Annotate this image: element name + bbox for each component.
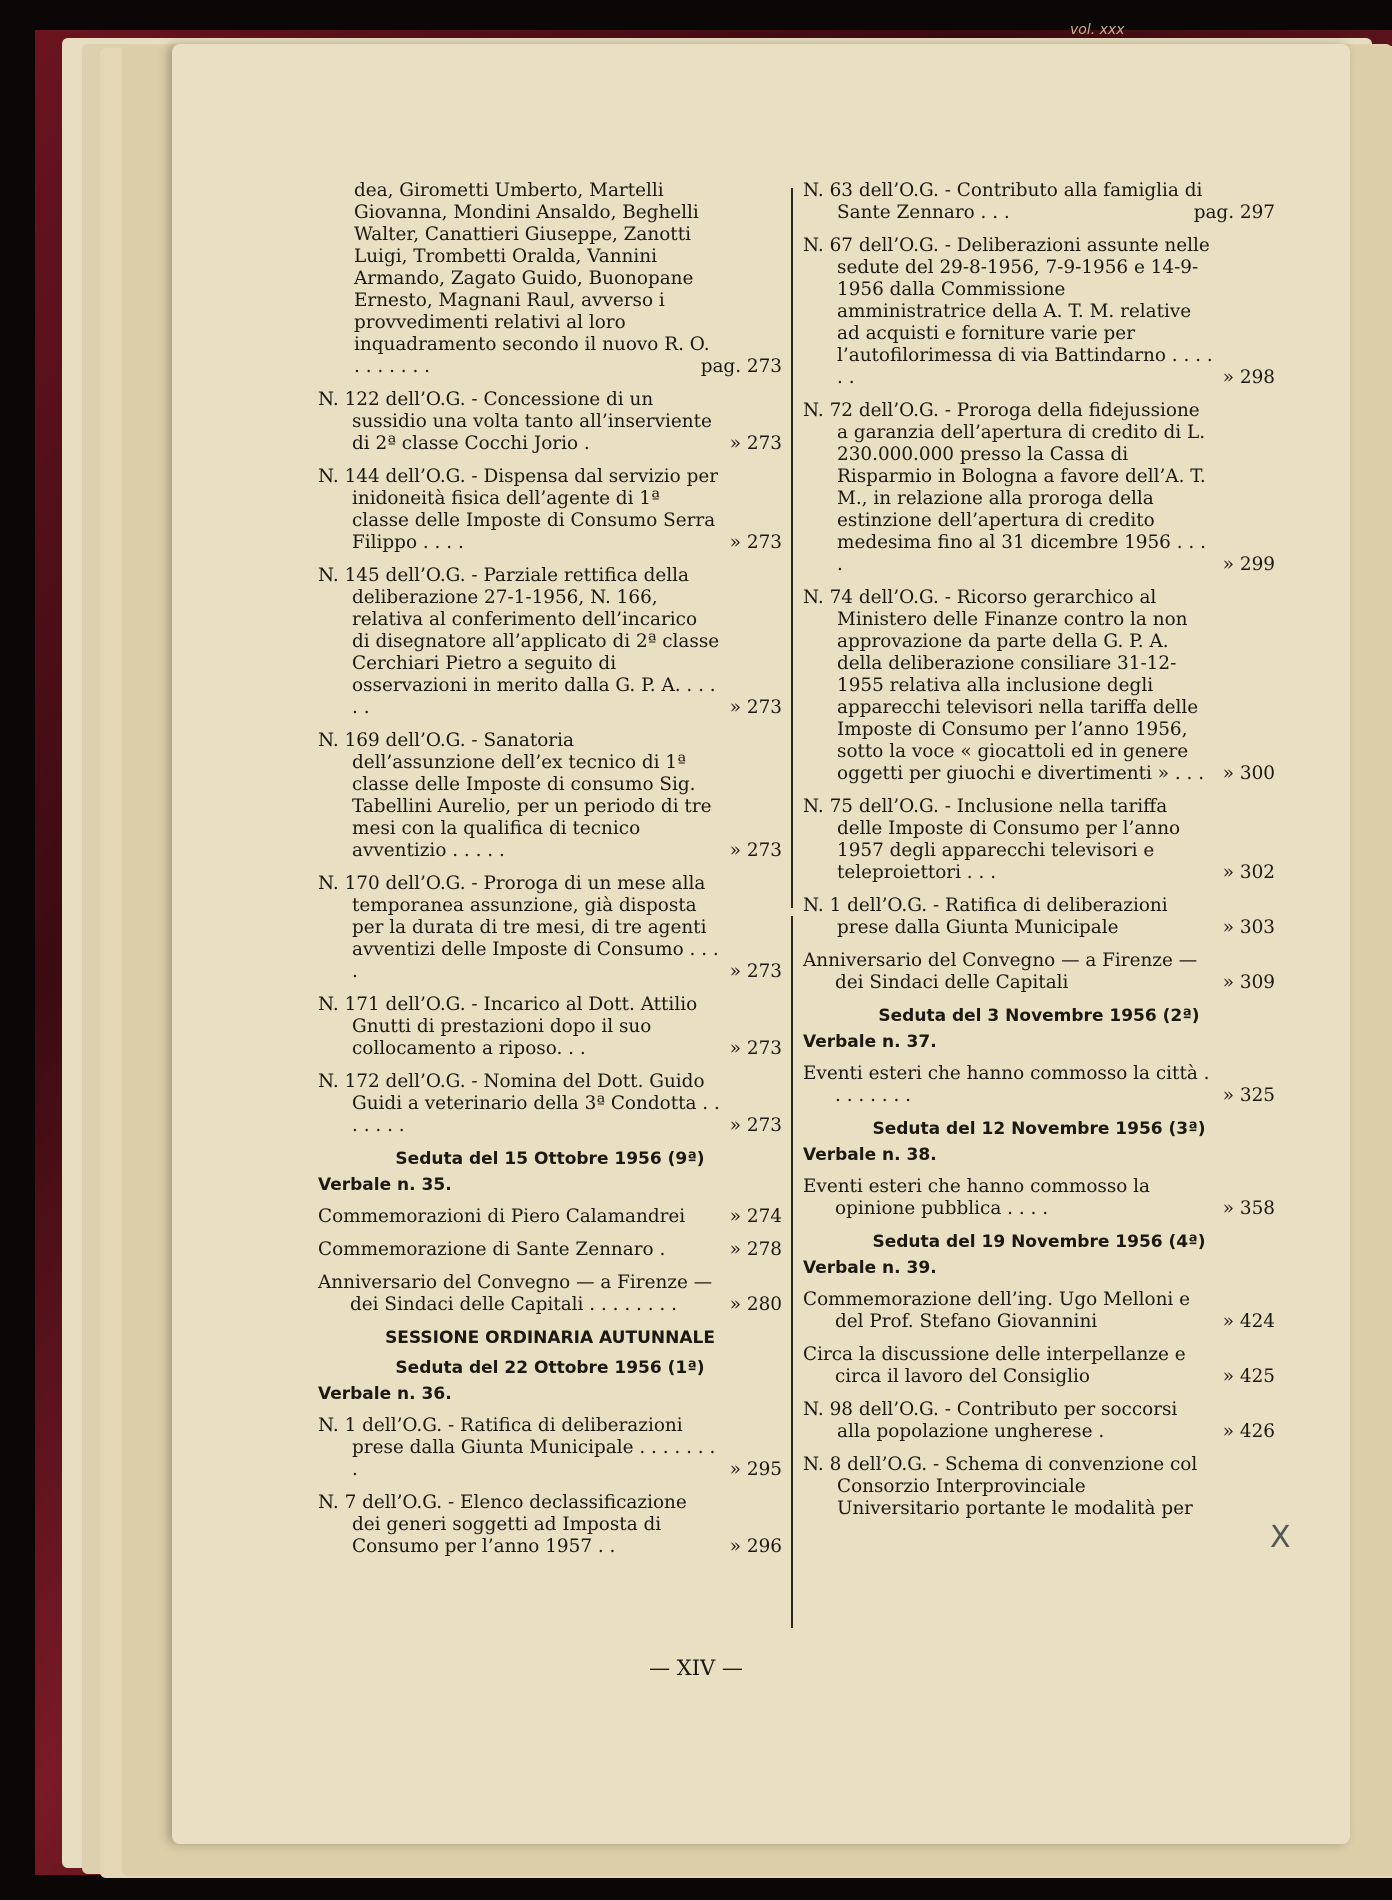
entry-page-ref: » 274 [729, 1206, 782, 1227]
entry-page-ref: » 325 [1222, 1085, 1275, 1106]
entry-page-ref: » 273 [729, 697, 782, 718]
index-entry [803, 180, 1275, 224]
index-entry [318, 730, 782, 862]
entry-page-ref: » 303 [1222, 917, 1275, 938]
entry-page-ref: » 273 [729, 840, 782, 861]
entry-text: N. 67 dell’O.G. - Deliberazioni assunte nelle sedute del 29-8-1956, 7-9-1956 e 14-9-1956 dalla Commissione amministratrice della A. T. M. relative ad acquisti e forniture varie per l’autofilorimessa di via Battindarno . . . . . . [803, 235, 1213, 388]
index-entry [803, 895, 1275, 939]
index-entry [318, 1415, 782, 1481]
entry-text: N. 169 dell’O.G. - Sanatoria dell’assunzione dell’ex tecnico di 1ª classe delle Imposte di consumo Sig. Tabellini Aurelio, per un periodo di tre mesi con la qualifica di tecnico avventizio . . . . . [318, 730, 712, 861]
session-heading: Seduta del 12 Novembre 1956 (3ª) [872, 1119, 1206, 1139]
entry-page-ref: pag. 297 [1193, 202, 1275, 223]
entry-page-ref: » 425 [1222, 1366, 1275, 1387]
verbale-heading: Verbale n. 36. [318, 1384, 452, 1404]
index-entry [803, 796, 1275, 884]
corner-handwriting: vol. xxx [1070, 22, 1125, 38]
session-heading: Seduta del 15 Ottobre 1956 (9ª) [395, 1149, 705, 1169]
entry-text: N. 144 dell’O.G. - Dispensa dal servizio per inidoneità fisica dell’agente di 1ª classe delle Imposte di Consumo Serra Filippo . . . . [318, 466, 719, 553]
entry-text: Commemorazione dell’ing. Ugo Melloni e del Prof. Stefano Giovannini [803, 1289, 1191, 1332]
entry-text: N. 171 dell’O.G. - Incarico al Dott. Attilio Gnutti di prestazioni dopo il suo collocamento a riposo. . . [318, 994, 698, 1059]
index-entry [318, 466, 782, 554]
index-entry [318, 994, 782, 1060]
entry-page-ref: » 280 [729, 1294, 782, 1315]
verbale-heading: Verbale n. 39. [803, 1258, 937, 1278]
entry-page-ref: » 299 [1222, 554, 1275, 575]
verbale-heading: Verbale n. 37. [803, 1032, 937, 1052]
entry-page-ref: » 298 [1222, 367, 1275, 388]
entry-page-ref: » 426 [1222, 1421, 1275, 1442]
entry-page-ref: » 302 [1222, 862, 1275, 883]
index-entry [803, 235, 1275, 389]
index-entry [803, 400, 1275, 576]
entry-text: N. 122 dell’O.G. - Concessione di un sussidio una volta tanto all’inserviente di 2ª classe Cocchi Jorio . [318, 389, 712, 454]
entry-page-ref: » 273 [729, 433, 782, 454]
index-entry [803, 1344, 1275, 1388]
index-entry [803, 1399, 1275, 1443]
entry-text: N. 63 dell’O.G. - Contributo alla famiglia di Sante Zennaro . . . [803, 180, 1203, 223]
index-entry [318, 873, 782, 983]
entry-text: N. 172 dell’O.G. - Nomina del Dott. Guido Guidi a veterinario della 3ª Condotta . . . . . . . [318, 1071, 720, 1136]
entry-text: Circa la discussione delle interpellanze e circa il lavoro del Consiglio [803, 1344, 1186, 1387]
entry-text: Commemorazione di Sante Zennaro . [318, 1239, 666, 1260]
index-entry [318, 1071, 782, 1137]
index-entry [318, 1206, 782, 1228]
index-entry [803, 1176, 1275, 1220]
entry-text: dea, Girometti Umberto, Martelli Giovanna, Mondini Ansaldo, Beghelli Walter, Canattieri Giuseppe, Zanotti Luigi, Trombetti Oralda, Vannini Armando, Zagato Guido, Buonopane Ernesto, Magnani Raul, avverso i provvedimenti relativi al loro inquadramento secondo il nuovo R. O. . . . . . . . [354, 180, 710, 377]
entry-text: N. 75 dell’O.G. - Inclusione nella tariffa delle Imposte di Consumo per l’anno 1957 degli apparecchi televisori e teleproiettori . . . [803, 796, 1181, 883]
index-entry [803, 1289, 1275, 1333]
entry-page-ref: » 358 [1222, 1198, 1275, 1219]
session-heading: Seduta del 19 Novembre 1956 (4ª) [872, 1232, 1206, 1252]
entry-text: N. 72 dell’O.G. - Proroga della fidejussione a garanzia dell’apertura di credito di L. 230.000.000 presso la Cassa di Risparmio in Bologna a favore dell’A. T. M., in relazione alla proroga della estinzione dell’apertura di credito medesima fino al 31 dicembre 1956 . . . . [803, 400, 1206, 575]
entry-text: N. 145 dell’O.G. - Parziale rettifica della deliberazione 27-1-1956, N. 166, relativa al conferimento dell’incarico di disegnatore all’applicato di 2ª classe Cerchiari Pietro a seguito di osservazioni in merito dalla G. P. A. . . . . . [318, 565, 720, 718]
entry-page-ref: » 295 [729, 1459, 782, 1480]
entry-text: N. 8 dell’O.G. - Schema di convenzione col Consorzio Interprovinciale Universitario portante le modalità per [803, 1454, 1198, 1519]
entry-page-ref: » 300 [1222, 763, 1275, 784]
verbale-heading: Verbale n. 38. [803, 1145, 937, 1165]
index-entry [803, 1454, 1275, 1520]
index-entry [318, 1492, 782, 1558]
index-entry [318, 565, 782, 719]
entry-text: N. 74 dell’O.G. - Ricorso gerarchico al Ministero delle Finanze contro la non approvazione da parte della G. P. A. della deliberazione consiliare 31-12-1955 relativa alla inclusione degli apparecchi televisori nella tariffa delle Imposte di Consumo per l’anno 1956, sotto la voce « giocattoli ed in genere oggetti per giuochi e divertimenti » . . . [803, 587, 1205, 784]
entry-page-ref: » 296 [729, 1536, 782, 1557]
entry-page-ref: » 278 [729, 1239, 782, 1260]
entry-text: N. 1 dell’O.G. - Ratifica di deliberazioni prese dalla Giunta Municipale . . . . . . . . [318, 1415, 716, 1480]
entry-page-ref: » 424 [1222, 1311, 1275, 1332]
session-heading: Seduta del 22 Ottobre 1956 (1ª) [395, 1358, 705, 1378]
entry-text: N. 170 dell’O.G. - Proroga di un mese alla temporanea assunzione, già disposta per la durata di tre mesi, di tre agenti avventizi delle Imposte di Consumo . . . . [318, 873, 719, 982]
index-column-left [318, 180, 782, 1569]
entry-page-ref: » 273 [729, 1115, 782, 1136]
session-heading: SESSIONE ORDINARIA AUTUNNALE [385, 1328, 715, 1348]
entry-page-ref: » 273 [729, 532, 782, 553]
entry-page-ref: » 273 [729, 961, 782, 982]
page-number: — XIV — [649, 1656, 743, 1680]
entry-text: N. 7 dell’O.G. - Elenco declassificazione dei generi soggetti ad Imposta di Consumo per l’anno 1957 . . [318, 1492, 687, 1557]
column-divider [791, 188, 793, 908]
index-entry [318, 389, 782, 455]
verbale-heading: Verbale n. 35. [318, 1175, 452, 1195]
index-entry [318, 180, 782, 378]
entry-text: N. 98 dell’O.G. - Contributo per soccorsi alla popolazione ungherese . [803, 1399, 1178, 1442]
index-entry [803, 1063, 1275, 1107]
index-entry [318, 1272, 782, 1316]
entry-text: N. 1 dell’O.G. - Ratifica di deliberazioni prese dalla Giunta Municipale [803, 895, 1168, 938]
entry-page-ref: pag. 273 [700, 356, 782, 377]
entry-text: Commemorazioni di Piero Calamandrei [318, 1206, 686, 1227]
index-entry [318, 1239, 782, 1261]
index-column-right [803, 180, 1275, 1531]
entry-page-ref: » 273 [729, 1038, 782, 1059]
entry-text: Anniversario del Convegno — a Firenze — dei Sindaci delle Capitali . . . . . . . . [318, 1272, 713, 1315]
index-entry [803, 587, 1275, 785]
entry-text: Eventi esteri che hanno commosso la città . . . . . . . . [803, 1063, 1210, 1106]
entry-page-ref: » 309 [1222, 972, 1275, 993]
column-divider [791, 916, 793, 1628]
index-entry [803, 950, 1275, 994]
margin-handwritten-mark: X [1270, 1520, 1291, 1555]
entry-text: Anniversario del Convegno — a Firenze — dei Sindaci delle Capitali [803, 950, 1198, 993]
entry-text: Eventi esteri che hanno commosso la opinione pubblica . . . . [803, 1176, 1151, 1219]
session-heading: Seduta del 3 Novembre 1956 (2ª) [878, 1006, 1200, 1026]
